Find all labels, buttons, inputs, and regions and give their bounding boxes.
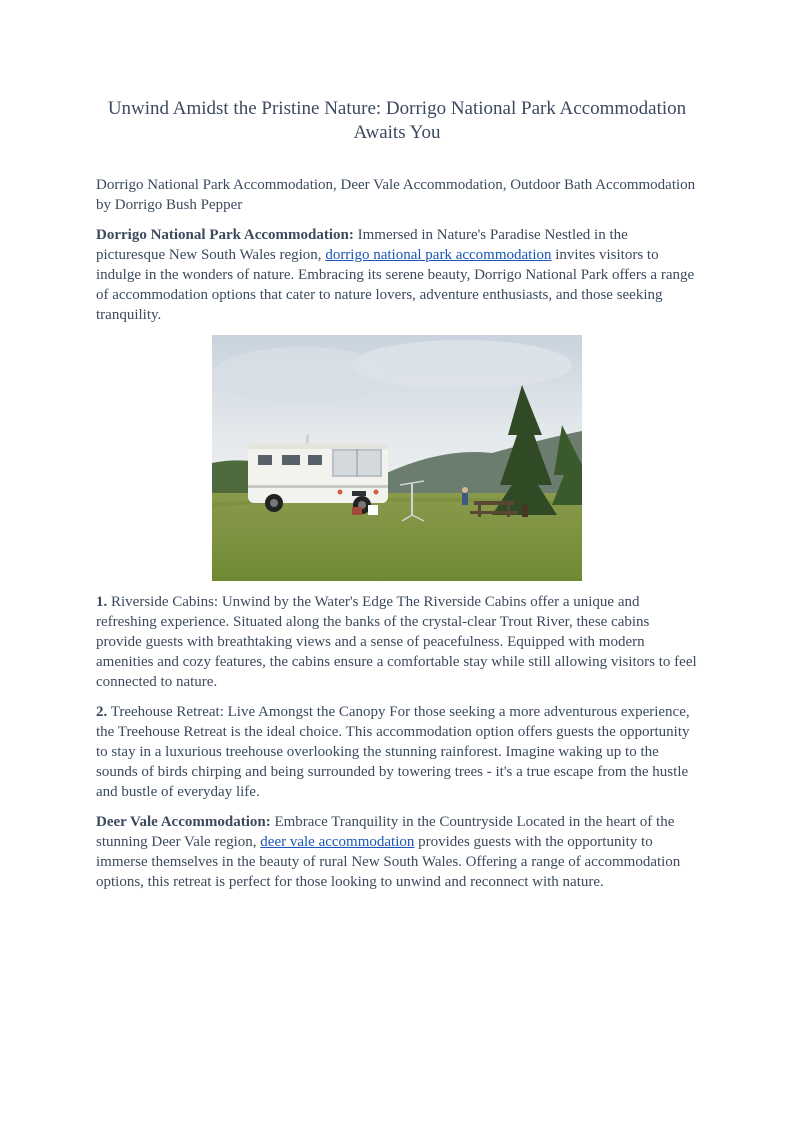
list-item-treehouse-retreat [96,702,698,802]
dorrigo-accommodation-link[interactable]: dorrigo national park accommodation [325,247,552,263]
deer-vale-paragraph [96,812,698,892]
campsite-photo-svg [212,335,582,581]
list-item-riverside-cabins [96,592,698,692]
intro-lead: Dorrigo National Park Accommodation: [96,227,354,243]
deer-vale-link[interactable]: deer vale accommodation [260,834,415,850]
page-title: Unwind Amidst the Pristine Nature: Dorrigo National Park Accommodation Awaits You [107,98,687,143]
list-item-number: 2. [96,704,108,720]
deer-text-before: Embrace Tranquility in the Countryside Located in the heart of the stunning Deer Vale region, [96,814,675,850]
deer-vale-lead: Deer Vale Accommodation: [96,814,271,830]
list-item-text: Riverside Cabins: Unwind by the Water's Edge The Riverside Cabins offer a unique and refreshing experience. Situated along the banks of the crystal-clear Trout River, these cabins provide guests with breathtaking views and a sense of peacefulness. Equipped with modern amenities and cozy features, the cabins ensure a comfortable stay while still allowing visitors to feel connected to nature. [96,594,697,690]
intro-paragraph [96,225,698,325]
deer-text-after: provides guests with the opportunity to immerse themselves in the beauty of rural New South Wales. Offering a range of accommodation options, this retreat is perfect for those looking to unwind and reconnect with nature. [96,834,681,890]
intro-text-before: Immersed in Nature's Paradise Nestled in the picturesque New South Wales region, [96,227,628,263]
subtitle: Dorrigo National Park Accommodation, Deer Vale Accommodation, Outdoor Bath Accommodation by Dorrigo Bush Pepper [96,177,696,213]
list-item-number: 1. [96,594,108,610]
campsite-photo [212,335,582,581]
list-item-text: Treehouse Retreat: Live Amongst the Canopy For those seeking a more adventurous experience, the Treehouse Retreat is the ideal choice. This accommodation option offers guests the opportunity to stay in a luxurious treehouse overlooking the stunning rainforest. Imagine waking up to the sounds of birds chirping and being surrounded by towering trees - it's a true escape from the hustle and bustle of everyday life. [96,704,690,800]
intro-text-after: invites visitors to indulge in the wonders of nature. Embracing its serene beauty, Dorrigo National Park offers a range of accommodation options that cater to nature lovers, adventure enthusiasts, and those seeking tranquility. [96,247,695,323]
